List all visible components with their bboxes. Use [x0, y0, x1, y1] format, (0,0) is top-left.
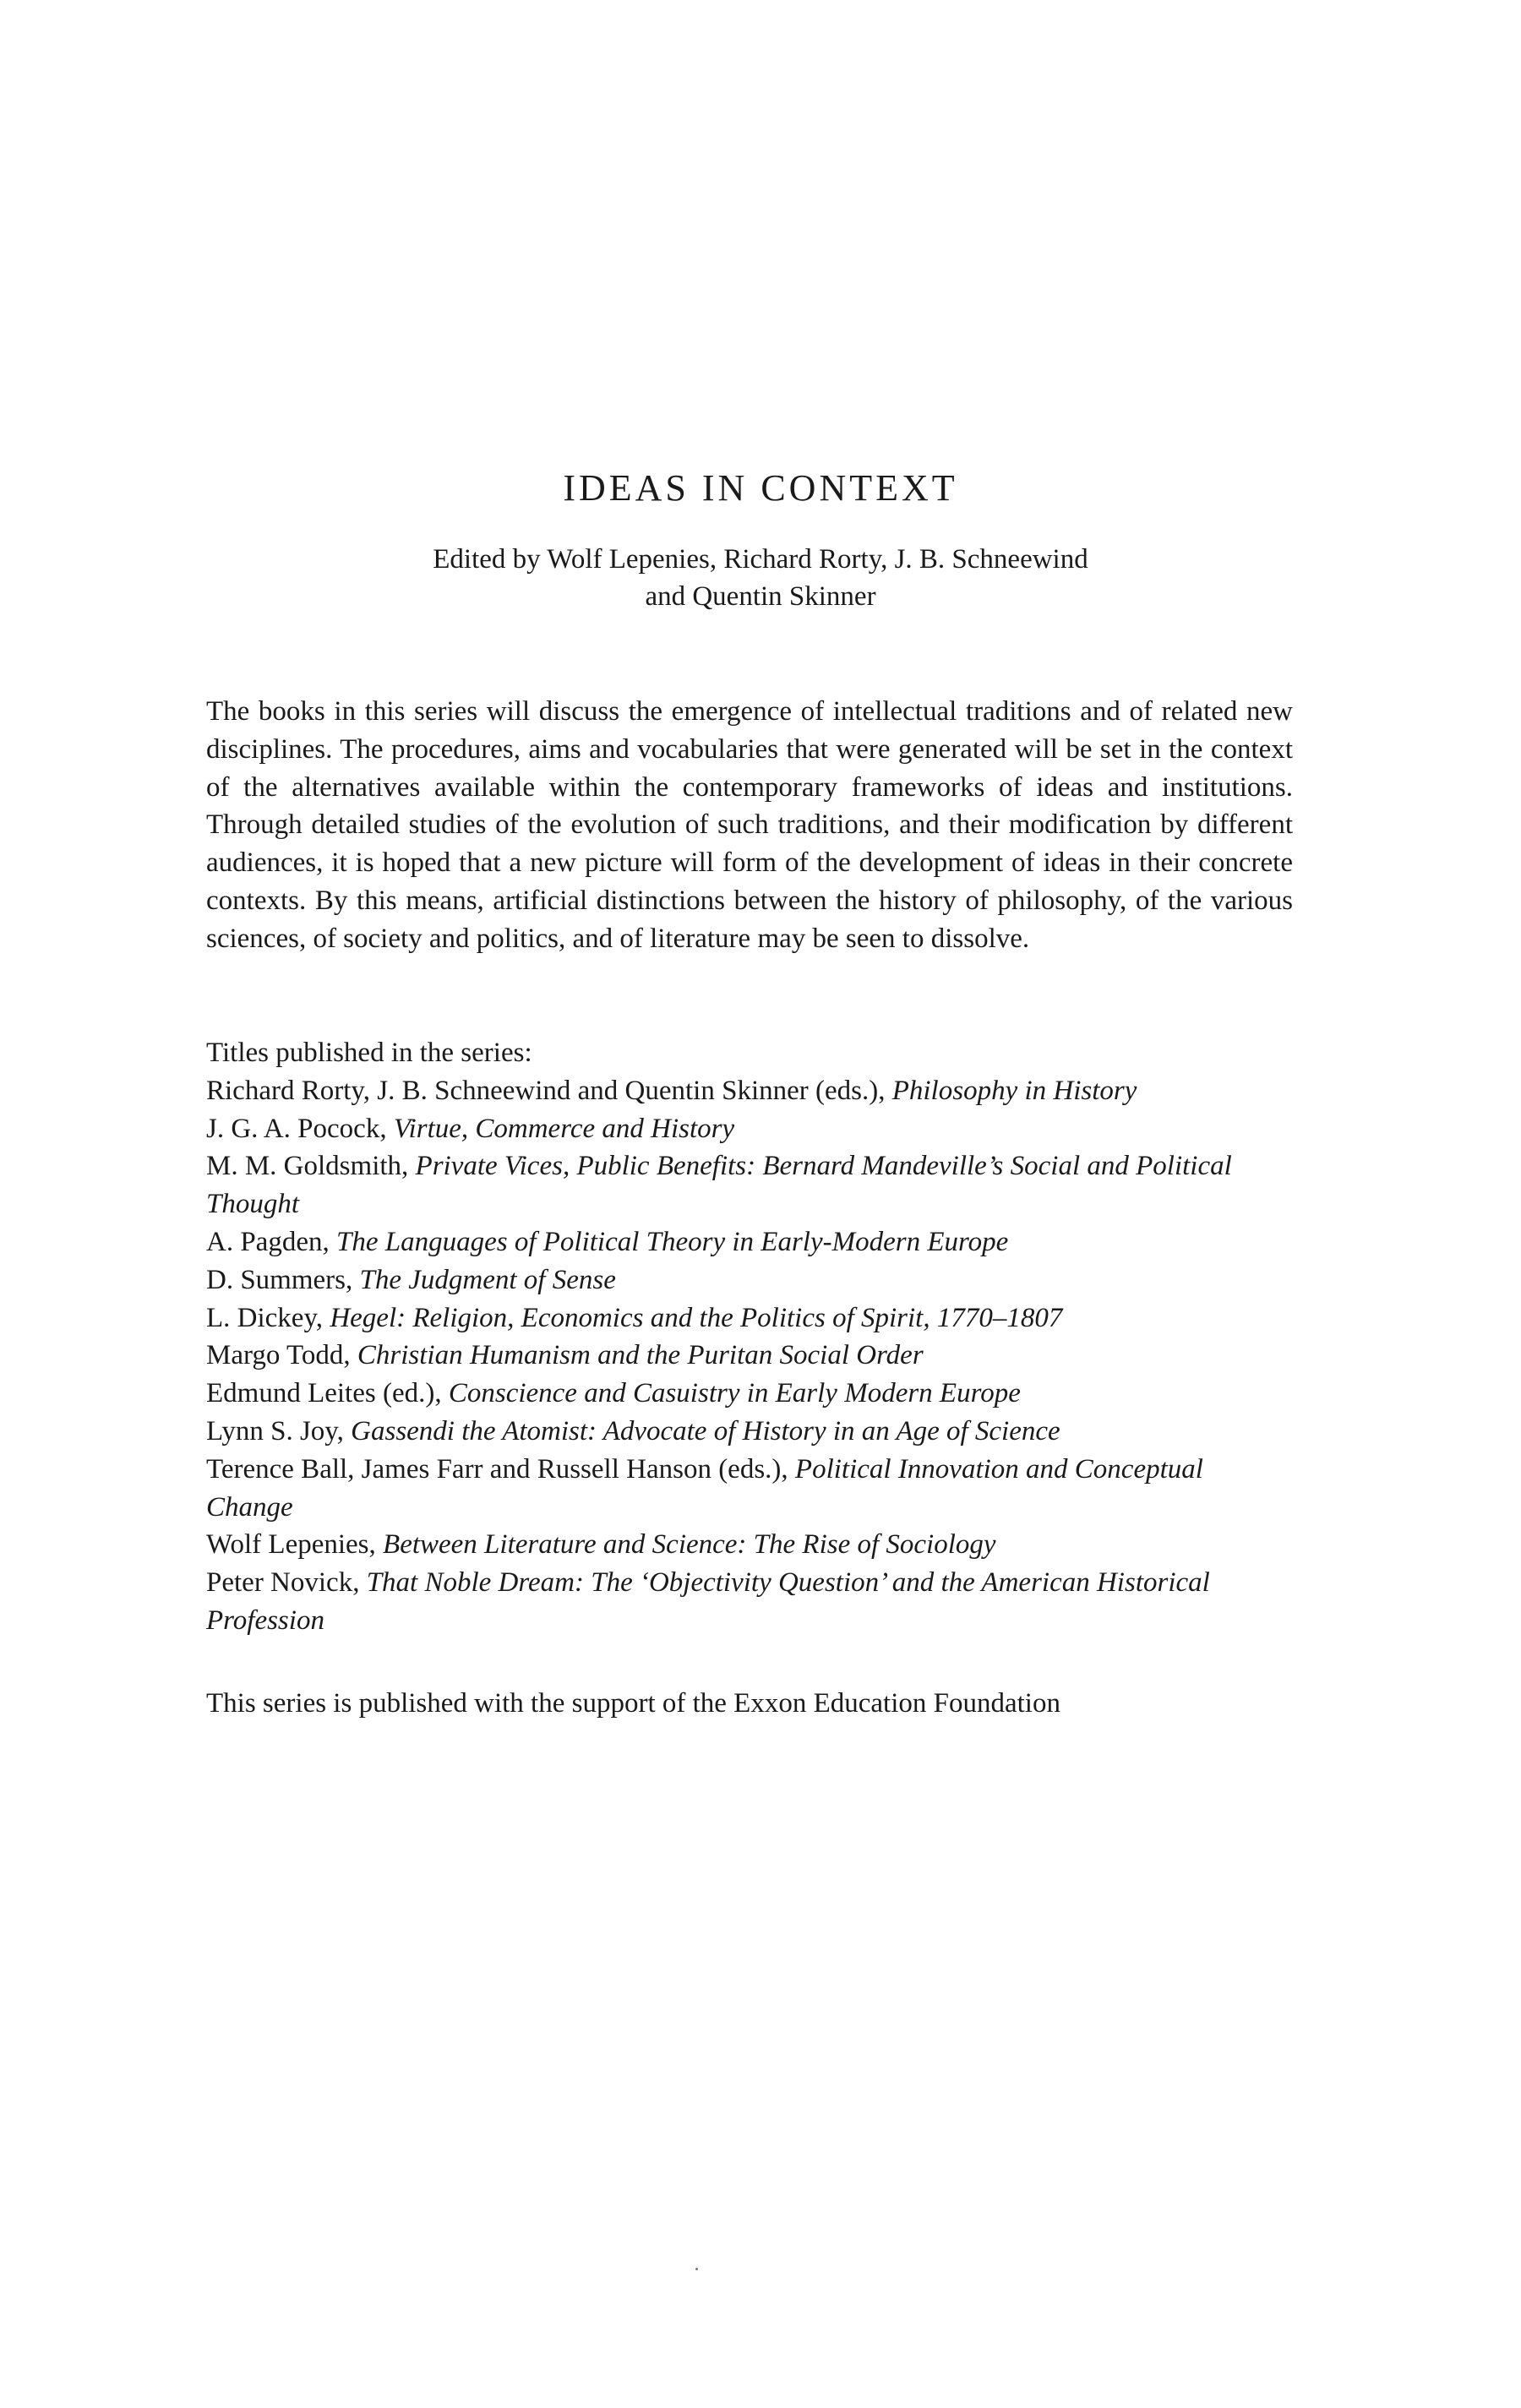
title-entry — [206, 1413, 1293, 1451]
title-entry — [206, 1299, 1293, 1337]
support-note: This series is published with the support of the Exxon Education Foundation — [206, 1688, 1060, 1719]
title-name: Virtue, Commerce and History — [393, 1113, 735, 1144]
title-entry — [206, 1337, 1293, 1375]
title-name: The Judgment of Sense — [359, 1264, 616, 1295]
title-name-continued: Change — [206, 1491, 293, 1523]
series-title: IDEAS IN CONTEXT — [563, 467, 958, 509]
editors-block — [0, 541, 1521, 615]
title-name-continued: Thought — [206, 1189, 300, 1220]
title-name: Hegel: Religion, Economics and the Politics of Spirit, 1770–1807 — [330, 1302, 1063, 1333]
titles-list — [206, 1034, 1293, 1640]
title-name-continued: Profession — [206, 1604, 324, 1636]
title-author: Terence Ball, James Farr and Russell Hanson (eds.), — [206, 1453, 795, 1485]
title-author: Edmund Leites (ed.), — [206, 1378, 449, 1409]
title-author: Peter Novick, — [206, 1567, 367, 1599]
title-author: Margo Todd, — [206, 1340, 357, 1371]
title-name: The Languages of Political Theory in Early-Modern Europe — [335, 1226, 1009, 1257]
title-entry — [206, 1564, 1293, 1640]
title-name: Private Vices, Public Benefits: Bernard Mandeville’s Social and Political — [415, 1151, 1232, 1182]
title-author: Richard Rorty, J. B. Schneewind and Quentin Skinner (eds.), — [206, 1075, 892, 1106]
title-entry — [206, 1261, 1293, 1299]
title-author: M. M. Goldsmith, — [206, 1151, 416, 1182]
title-author: J. G. A. Pocock, — [206, 1113, 394, 1144]
title-name: That Noble Dream: The ‘Objectivity Question’ and the American Historical — [366, 1567, 1210, 1599]
title-entry — [206, 1110, 1293, 1148]
title-name: Gassendi the Atomist: Advocate of History in an Age of Science — [351, 1415, 1060, 1446]
editors-line-1: Edited by Wolf Lepenies, Richard Rorty, J. B. Schneewind — [433, 544, 1088, 575]
title-author: A. Pagden, — [206, 1226, 336, 1257]
title-entry — [206, 1375, 1293, 1413]
title-entry — [206, 1526, 1293, 1564]
title-name: Conscience and Casuistry in Early Modern Europe — [448, 1378, 1021, 1409]
title-author: L. Dickey, — [206, 1302, 330, 1333]
title-name: Philosophy in History — [891, 1075, 1137, 1106]
title-author: D. Summers, — [206, 1264, 360, 1295]
title-name: Christian Humanism and the Puritan Social Order — [357, 1340, 924, 1371]
title-author: Wolf Lepenies, — [206, 1529, 384, 1561]
title-entry — [206, 1072, 1293, 1110]
page-dot-mark — [695, 2268, 698, 2270]
title-name: Between Literature and Science: The Rise of Sociology — [383, 1529, 996, 1561]
titles-heading: Titles published in the series: — [206, 1038, 532, 1068]
series-description: The books in this series will discuss the emergence of intellectual traditions and of related new disciplines. The procedures, aims and vocabularies that were generated will be set in the context of the alternatives available within the contemporary frameworks of ideas and institutions. Through detailed studies of the evolution of such traditions, and their modification by different audiences, it is hoped that a new picture will form of the development of ideas in their concrete contexts. By this means, artificial distinctions between the history of philosophy, of the various sciences, of society and politics, and of literature may be seen to dissolve. — [206, 696, 1293, 954]
editors-line-2: and Quentin Skinner — [645, 581, 876, 612]
title-author: Lynn S. Joy, — [206, 1415, 352, 1446]
title-name: Political Innovation and Conceptual — [794, 1453, 1203, 1485]
title-entry — [206, 1223, 1293, 1261]
title-entry — [206, 1451, 1293, 1527]
title-entry — [206, 1147, 1293, 1223]
